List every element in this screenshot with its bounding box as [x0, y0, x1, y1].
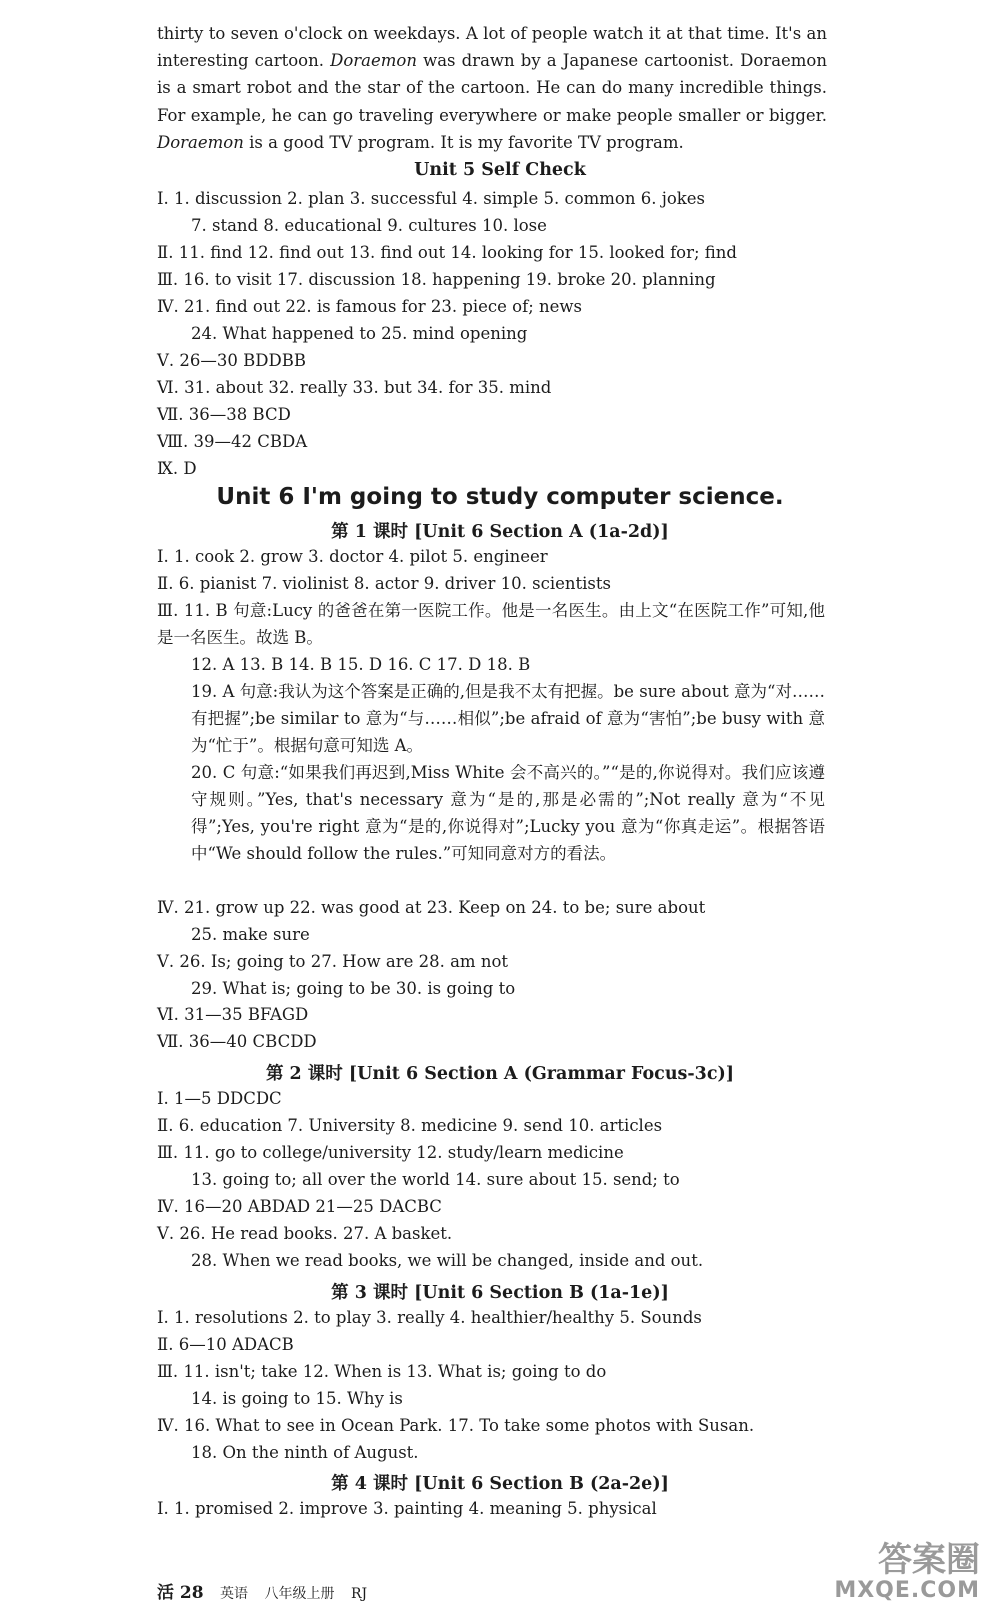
unit5-line: Ⅷ. 39—42 CBDA: [157, 432, 308, 451]
page-footer: [157, 1578, 379, 1603]
answer-line: Ⅰ. 1—5 DDCDC: [157, 1089, 282, 1108]
unit5-line: Ⅰ. 1. discussion 2. plan 3. successful 4. simple 5. common 6. jokes: [157, 189, 705, 208]
answer-line: 29. What is; going to be 30. is going to: [191, 979, 516, 998]
answer-line: Ⅱ. 6. education 7. University 8. medicine 9. send 10. articles: [157, 1116, 663, 1135]
watermark-url: MXQE.COM: [834, 1578, 980, 1603]
intro-title-doraemon-1: Doraemon: [330, 51, 417, 71]
answer-line: Ⅱ. 6. pianist 7. violinist 8. actor 9. driver 10. scientists: [157, 574, 611, 593]
intro-paragraph: [157, 20, 827, 156]
footer-subject: 英语: [220, 1586, 249, 1602]
answer-line: 25. make sure: [191, 925, 310, 944]
answer-line: Ⅰ. 1. cook 2. grow 3. doctor 4. pilot 5. engineer: [157, 547, 548, 566]
answer-line: Ⅲ. 11. isn't; take 12. When is 13. What is; going to do: [157, 1362, 607, 1381]
unit6-title: Unit 6 I'm going to study computer science.: [216, 484, 784, 510]
answer-line: Ⅲ. 11. go to college/university 12. study/learn medicine: [157, 1143, 624, 1162]
intro-text-1: thirty to seven o'clock on weekdays. A lot of people watch it at that time. It's an interesting cartoon.: [157, 24, 827, 71]
watermark-logo: [834, 1542, 980, 1603]
unit5-line: Ⅲ. 16. to visit 17. discussion 18. happening 19. broke 20. planning: [157, 270, 716, 289]
unit5-line: Ⅱ. 11. find 12. find out 13. find out 14. looking for 15. looked for; find: [157, 243, 737, 262]
answer-line: Ⅴ. 26. Is; going to 27. How are 28. am not: [157, 952, 509, 971]
answer-line: Ⅱ. 6—10 ADACB: [157, 1335, 294, 1354]
footer-grade: 八年级上册: [264, 1586, 335, 1602]
watermark-text: 答案圈: [878, 1540, 980, 1580]
answer-line: 13. going to; all over the world 14. sure about 15. send; to: [191, 1170, 680, 1189]
lesson2-heading: 第 2 课时 [Unit 6 Section A (Grammar Focus-3c)]: [265, 1064, 735, 1084]
answer-line: Ⅴ. 26. He read books. 27. A basket.: [157, 1224, 453, 1243]
answer-line: Ⅶ. 36—40 CBCDD: [157, 1032, 317, 1051]
answer-line: Ⅰ. 1. promised 2. improve 3. painting 4. meaning 5. physical: [157, 1499, 657, 1518]
lesson1-heading: 第 1 课时 [Unit 6 Section A (1a-2d)]: [331, 522, 669, 542]
unit5-line: Ⅳ. 21. find out 22. is famous for 23. piece of; news: [157, 297, 583, 316]
answer-explanation-19: 19. A 句意:我认为这个答案是正确的,但是我不太有把握。be sure about 意为“对……有把握”;be similar to 意为“与……相似”;be afraid of 意为“害怕”;be busy with 意为“忙于”。根据句意可知选 A。: [191, 682, 825, 755]
answer-explanation-20: 20. C 句意:“如果我们再迟到,Miss White 会不高兴的。”“是的,你说得对。我们应该遵守规则。”Yes, that's necessary 意为“是的,那是必需的”;Not really 意为“不见得”;Yes, you're right 意为“是的,你说得对”;Lucky you 意为“你真走运”。根据答语中“We should follow the rules.”可知同意对方的看法。: [191, 763, 825, 863]
unit5-line: Ⅶ. 36—38 BCD: [157, 405, 291, 424]
unit5-heading: Unit 5 Self Check: [414, 160, 586, 180]
intro-text-3: is a good TV program. It is my favorite TV program.: [243, 132, 684, 152]
answer-line: Ⅳ. 16—20 ABDAD 21—25 DACBC: [157, 1197, 442, 1216]
intro-text-2: was drawn by a Japanese cartoonist. Doraemon is a smart robot and the star of the cartoon. He can do many incredible things. For example, he can go traveling everywhere or make people smaller or bigger.: [157, 51, 827, 125]
answer-line: Ⅳ. 21. grow up 22. was good at 23. Keep on 24. to be; sure about: [157, 898, 706, 917]
lesson4-heading: 第 4 课时 [Unit 6 Section B (2a-2e)]: [331, 1474, 669, 1494]
answer-line: 12. A 13. B 14. B 15. D 16. C 17. D 18. B: [191, 655, 531, 674]
lesson3-heading: 第 3 课时 [Unit 6 Section B (1a-1e)]: [331, 1283, 669, 1303]
unit5-line: Ⅴ. 26—30 BDDBB: [157, 351, 306, 370]
intro-title-doraemon-2: Doraemon: [157, 132, 244, 152]
answer-line: 28. When we read books, we will be changed, inside and out.: [191, 1251, 704, 1270]
answer-explanation-11: Ⅲ. 11. B 句意:Lucy 的爸爸在第一医院工作。他是一名医生。由上文“在医院工作”可知,他是一名医生。故选 B。: [157, 601, 825, 647]
answer-line: 14. is going to 15. Why is: [191, 1389, 403, 1408]
unit5-line: 7. stand 8. educational 9. cultures 10. lose: [191, 216, 547, 235]
unit5-line: 24. What happened to 25. mind opening: [191, 324, 528, 343]
page-number: 活 28: [157, 1583, 204, 1603]
footer-edition: RJ: [350, 1586, 368, 1602]
answer-line: 18. On the ninth of August.: [191, 1443, 419, 1462]
answer-line: Ⅵ. 31—35 BFAGD: [157, 1005, 309, 1024]
unit5-line: Ⅸ. D: [157, 459, 197, 478]
answer-line: Ⅰ. 1. resolutions 2. to play 3. really 4. healthier/healthy 5. Sounds: [157, 1308, 702, 1327]
answer-line: Ⅳ. 16. What to see in Ocean Park. 17. To take some photos with Susan.: [157, 1416, 755, 1435]
unit5-line: Ⅵ. 31. about 32. really 33. but 34. for 35. mind: [157, 378, 552, 397]
